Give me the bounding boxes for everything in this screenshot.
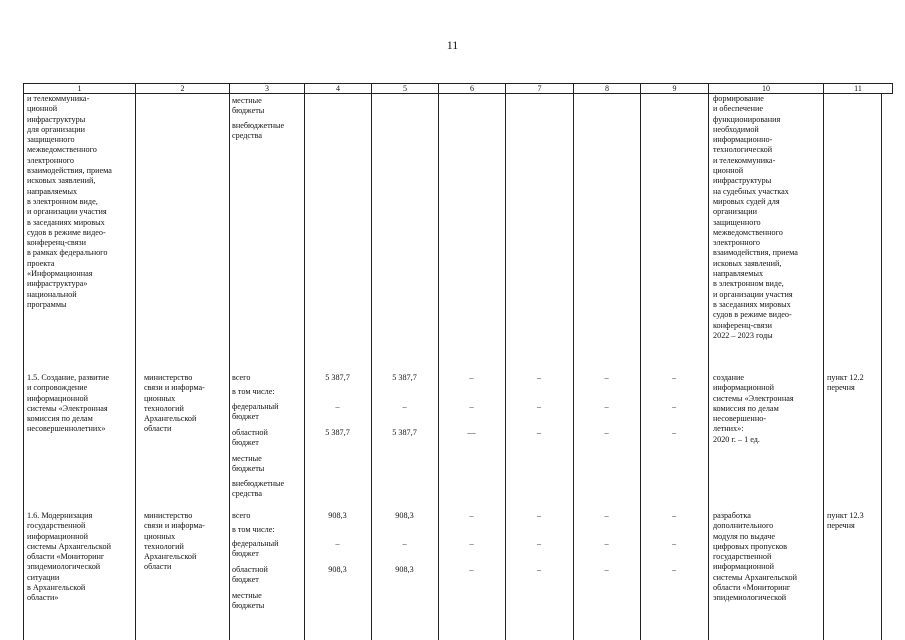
- value-cell: —: [467, 428, 476, 437]
- value-cell: –: [671, 402, 677, 411]
- row-description: 1.6. Модернизация государственной информационной системы Архангельской области «Мониторинг эпидемиологической ситуации в Архангельской области»: [27, 511, 111, 603]
- column-header: 6: [439, 84, 506, 94]
- funding-source-label: областной бюджет: [232, 565, 268, 585]
- value-cell: –: [536, 539, 542, 548]
- value-cell: –: [469, 402, 474, 411]
- value-cell: –: [536, 402, 542, 411]
- value-cell: –: [335, 539, 340, 548]
- value-cell: 908,3: [328, 565, 347, 574]
- column-header: 1: [24, 84, 136, 94]
- value-cell: 5 387,7: [392, 373, 417, 382]
- funding-source-label: внебюджетные средства: [232, 479, 285, 499]
- column-header: 8: [574, 84, 641, 94]
- value-cell: 908,3: [395, 565, 414, 574]
- row-executor: министерство связи и информа- ционных технологий Архангельской области: [144, 511, 205, 572]
- column-border: [438, 94, 439, 640]
- value-cell: –: [536, 373, 542, 382]
- value-cell: 5 387,7: [392, 428, 417, 437]
- column-header-row: [23, 83, 893, 94]
- value-cell: –: [604, 428, 609, 437]
- value-cell: –: [469, 511, 474, 520]
- funding-source-label: в том числе:: [232, 525, 275, 534]
- funding-source-label: всего: [232, 373, 251, 382]
- column-header: 5: [372, 84, 439, 94]
- column-border: [708, 94, 709, 640]
- value-cell: –: [671, 539, 677, 548]
- column-header: 4: [305, 84, 372, 94]
- value-cell: –: [604, 402, 609, 411]
- funding-source-label: федеральный бюджет: [232, 539, 279, 559]
- value-cell: –: [671, 428, 677, 437]
- funding-source-label: внебюджетные средства: [232, 121, 285, 141]
- continuation-description: и телекоммуника- ционной инфраструктуры для организации защищенного межведомственного электронного взаимодействия, приема исковых заявлений, направляемых в электронном виде, и организации участия в заседаниях мировых судов в режиме видео- конференц-связи в рамках федерального проекта «Информационная инфраструктура» национальной программы: [27, 94, 112, 309]
- column-border: [23, 94, 24, 640]
- value-cell: –: [402, 539, 407, 548]
- funding-source-label: в том числе:: [232, 387, 275, 396]
- value-cell: 5 387,7: [325, 428, 350, 437]
- column-header: 7: [506, 84, 574, 94]
- column-header: 11: [824, 84, 893, 94]
- value-cell: –: [536, 565, 542, 574]
- value-cell: –: [604, 565, 609, 574]
- funding-source-label: областной бюджет: [232, 428, 268, 448]
- value-cell: –: [604, 539, 609, 548]
- row-reference: пункт 12.2 перечня: [827, 373, 864, 393]
- column-border: [229, 94, 230, 640]
- value-cell: –: [604, 373, 609, 382]
- value-cell: –: [604, 511, 609, 520]
- value-cell: –: [469, 565, 474, 574]
- funding-source-label: местные бюджеты: [232, 591, 265, 611]
- column-header: 3: [230, 84, 305, 94]
- row-reference: пункт 12.3 перечня: [827, 511, 864, 531]
- column-border: [304, 94, 305, 640]
- value-cell: –: [536, 428, 542, 437]
- value-cell: 5 387,7: [325, 373, 350, 382]
- column-border: [505, 94, 506, 640]
- row-description: 1.5. Создание, развитие и сопровождение информационной системы «Электронная комиссия по делам несовершеннолетних»: [27, 373, 110, 434]
- page-number: 11: [446, 38, 459, 52]
- row-result: создание информационной системы «Электронная комиссия по делам несовершенно- летних»: 2020 г. – 1 ед.: [713, 373, 794, 444]
- value-cell: –: [671, 565, 677, 574]
- funding-source-label: местные бюджеты: [232, 96, 265, 116]
- column-header: 9: [641, 84, 709, 94]
- funding-source-label: всего: [232, 511, 251, 520]
- value-cell: –: [536, 511, 542, 520]
- value-cell: –: [671, 373, 677, 382]
- column-header: 2: [136, 84, 230, 94]
- value-cell: –: [469, 373, 474, 382]
- value-cell: –: [469, 539, 474, 548]
- value-cell: 908,3: [328, 511, 347, 520]
- column-border: [640, 94, 641, 640]
- column-border: [371, 94, 372, 640]
- value-cell: –: [402, 402, 407, 411]
- column-header: 10: [709, 84, 824, 94]
- value-cell: –: [335, 402, 340, 411]
- value-cell: 908,3: [395, 511, 414, 520]
- row-executor: министерство связи и информа- ционных технологий Архангельской области: [144, 373, 205, 434]
- column-border: [823, 94, 824, 640]
- row-result: разработка дополнительного модуля по выдаче цифровых пропусков государственной информационной системы Архангельской области «Мониторинг эпидемиологической: [713, 511, 797, 603]
- column-border: [135, 94, 136, 640]
- value-cell: –: [671, 511, 677, 520]
- funding-source-label: местные бюджеты: [232, 454, 265, 474]
- column-border: [881, 94, 882, 640]
- column-border: [573, 94, 574, 640]
- funding-source-label: федеральный бюджет: [232, 402, 279, 422]
- continuation-result: формирование и обеспечение функционирования необходимой информационно- технологической и телекоммуника- ционной инфраструктуры на судебных участках мировых судей для организации защищенного межведомственного электронного взаимодействия, приема исковых заявлений, направляемых в электронном виде, и организации участия в заседаниях мировых судов в режиме видео- конференц-связи 2022 – 2023 годы: [713, 94, 798, 340]
